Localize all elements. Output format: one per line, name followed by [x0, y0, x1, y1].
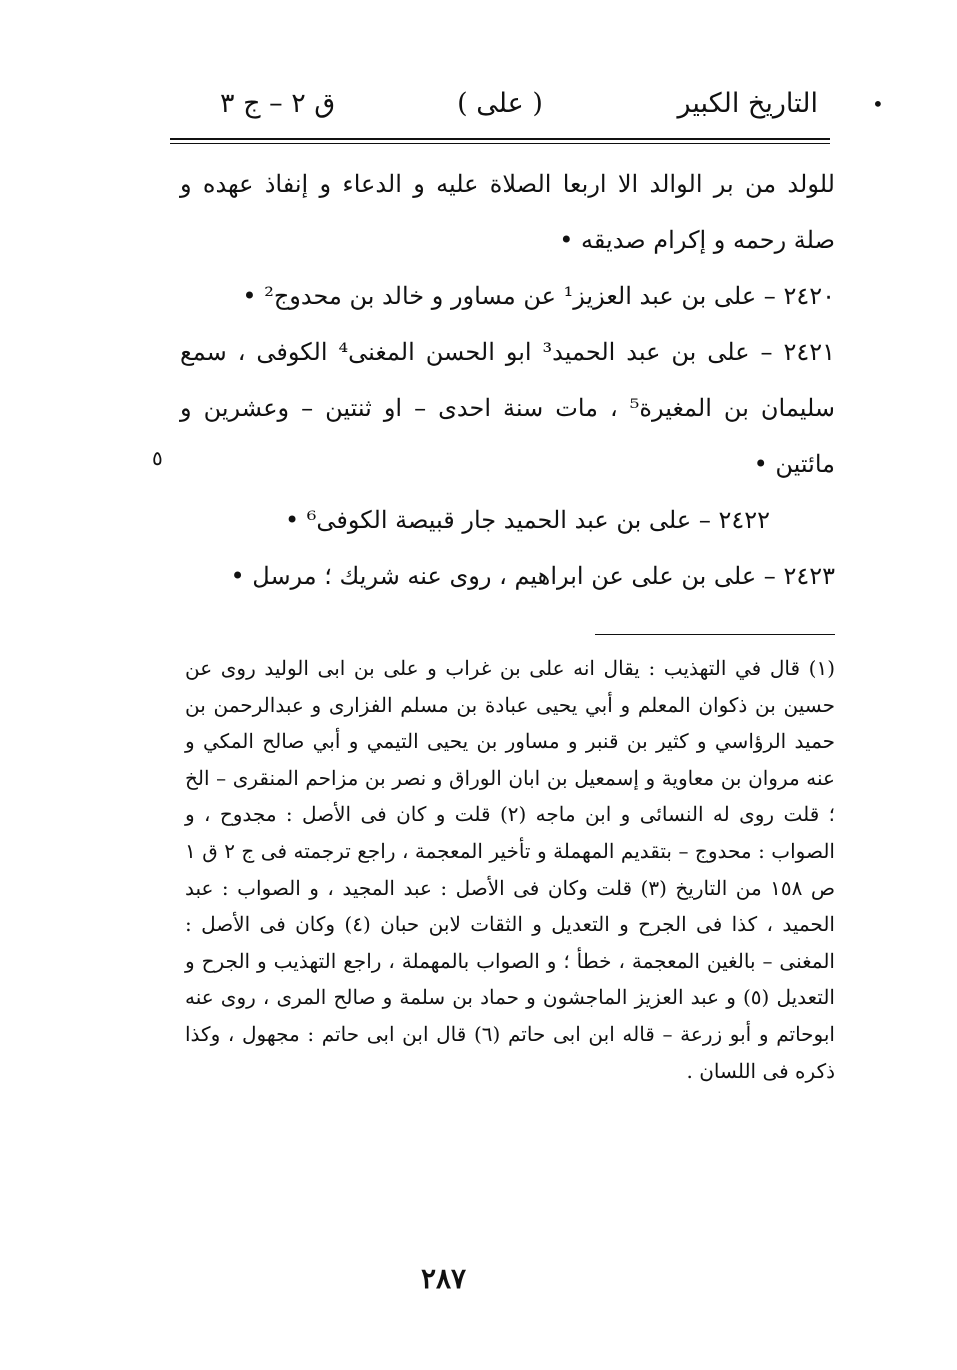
- footnote-rule: [595, 634, 835, 635]
- margin-line-number: ٥: [152, 446, 163, 470]
- footnotes: [185, 650, 835, 1089]
- footnote-text: (١) قال في التهذيب : يقال انه على بن غراب و على بن ابى الوليد روى عن حسين بن ذكوان المعلم و أبي يحيى عبادة بن مسلم الفزارى و عبدالرحمن بن حميد الرؤاسي و كثير بن قنبر و مساور بن يحيى التيمي و أبي صالح المكي و عنه مروان بن معاوية و إسمعيل بن ابان الوراق و نصر بن مزاحم المنقرى – الخ ؛ قلت روى له النسائى و ابن ماجه (٢) قلت و كان فى الأصل : مجدوح ، و الصواب : محدوج – بتقديم المهملة و تأخير المعجمة ، راجع ترجمته فى ج ٢ ق ١ ص ١٥٨ من التاريخ (٣) قلت وكان فى الأصل : عبد المجيد ، و الصواب : عبد الحميد ، كذا فى الجرح و التعديل و الثقات لابن حبان (٤) وكان فى الأصل : المغنى – بالغين المعجمة ، خطأ ؛ و الصواب بالمهملة ، راجع التهذيب و الجرح و التعديل (٥) و عبد العزيز الماجشون و حماد بن سلمة و صالح المرى ، روى عنه ابوحاتم و أبو زرعة – قاله ابن ابى حاتم (٦) قال ابن ابى حاتم : مجهول ، وكذا ذكره فى اللسان .: [185, 656, 835, 1083]
- entry-2420: ٢٤٢٠ – على بن عبد العزيز¹ عن مساور و خالد بن محدوج² •: [242, 282, 835, 310]
- section-name: ( على ): [457, 88, 543, 119]
- continuation-paragraph: للولد من بر الوالد الا اربعا الصلاة عليه و الدعاء و إنفاذ عهده و صلة رحمه و إكرام صديقه •: [180, 170, 835, 254]
- entry-2423: ٢٤٢٣ – على بن على عن ابراهيم ، روى عنه شريك ؛ مرسل •: [230, 562, 835, 590]
- volume-part: ق ٢ – ج ٣: [220, 88, 336, 119]
- entry-2421: ٢٤٢١ – على بن عبد الحميد³ ابو الحسن المغنى⁴ الكوفى ، سمع سليمان بن المغيرة⁵ ، مات سنة احدى – او ثنتين – وعشرين و مائتين •: [180, 338, 836, 478]
- margin-dot: •: [872, 92, 884, 116]
- running-header: [172, 82, 828, 130]
- header-rule: [170, 138, 830, 144]
- book-title: التاريخ الكبير: [677, 88, 818, 119]
- entry-2422: ٢٤٢٢ – على بن عبد الحميد جار قبيصة الكوفى⁶ •: [284, 506, 771, 534]
- main-text: [180, 156, 835, 604]
- page-number: ٢٨٧: [420, 1262, 467, 1295]
